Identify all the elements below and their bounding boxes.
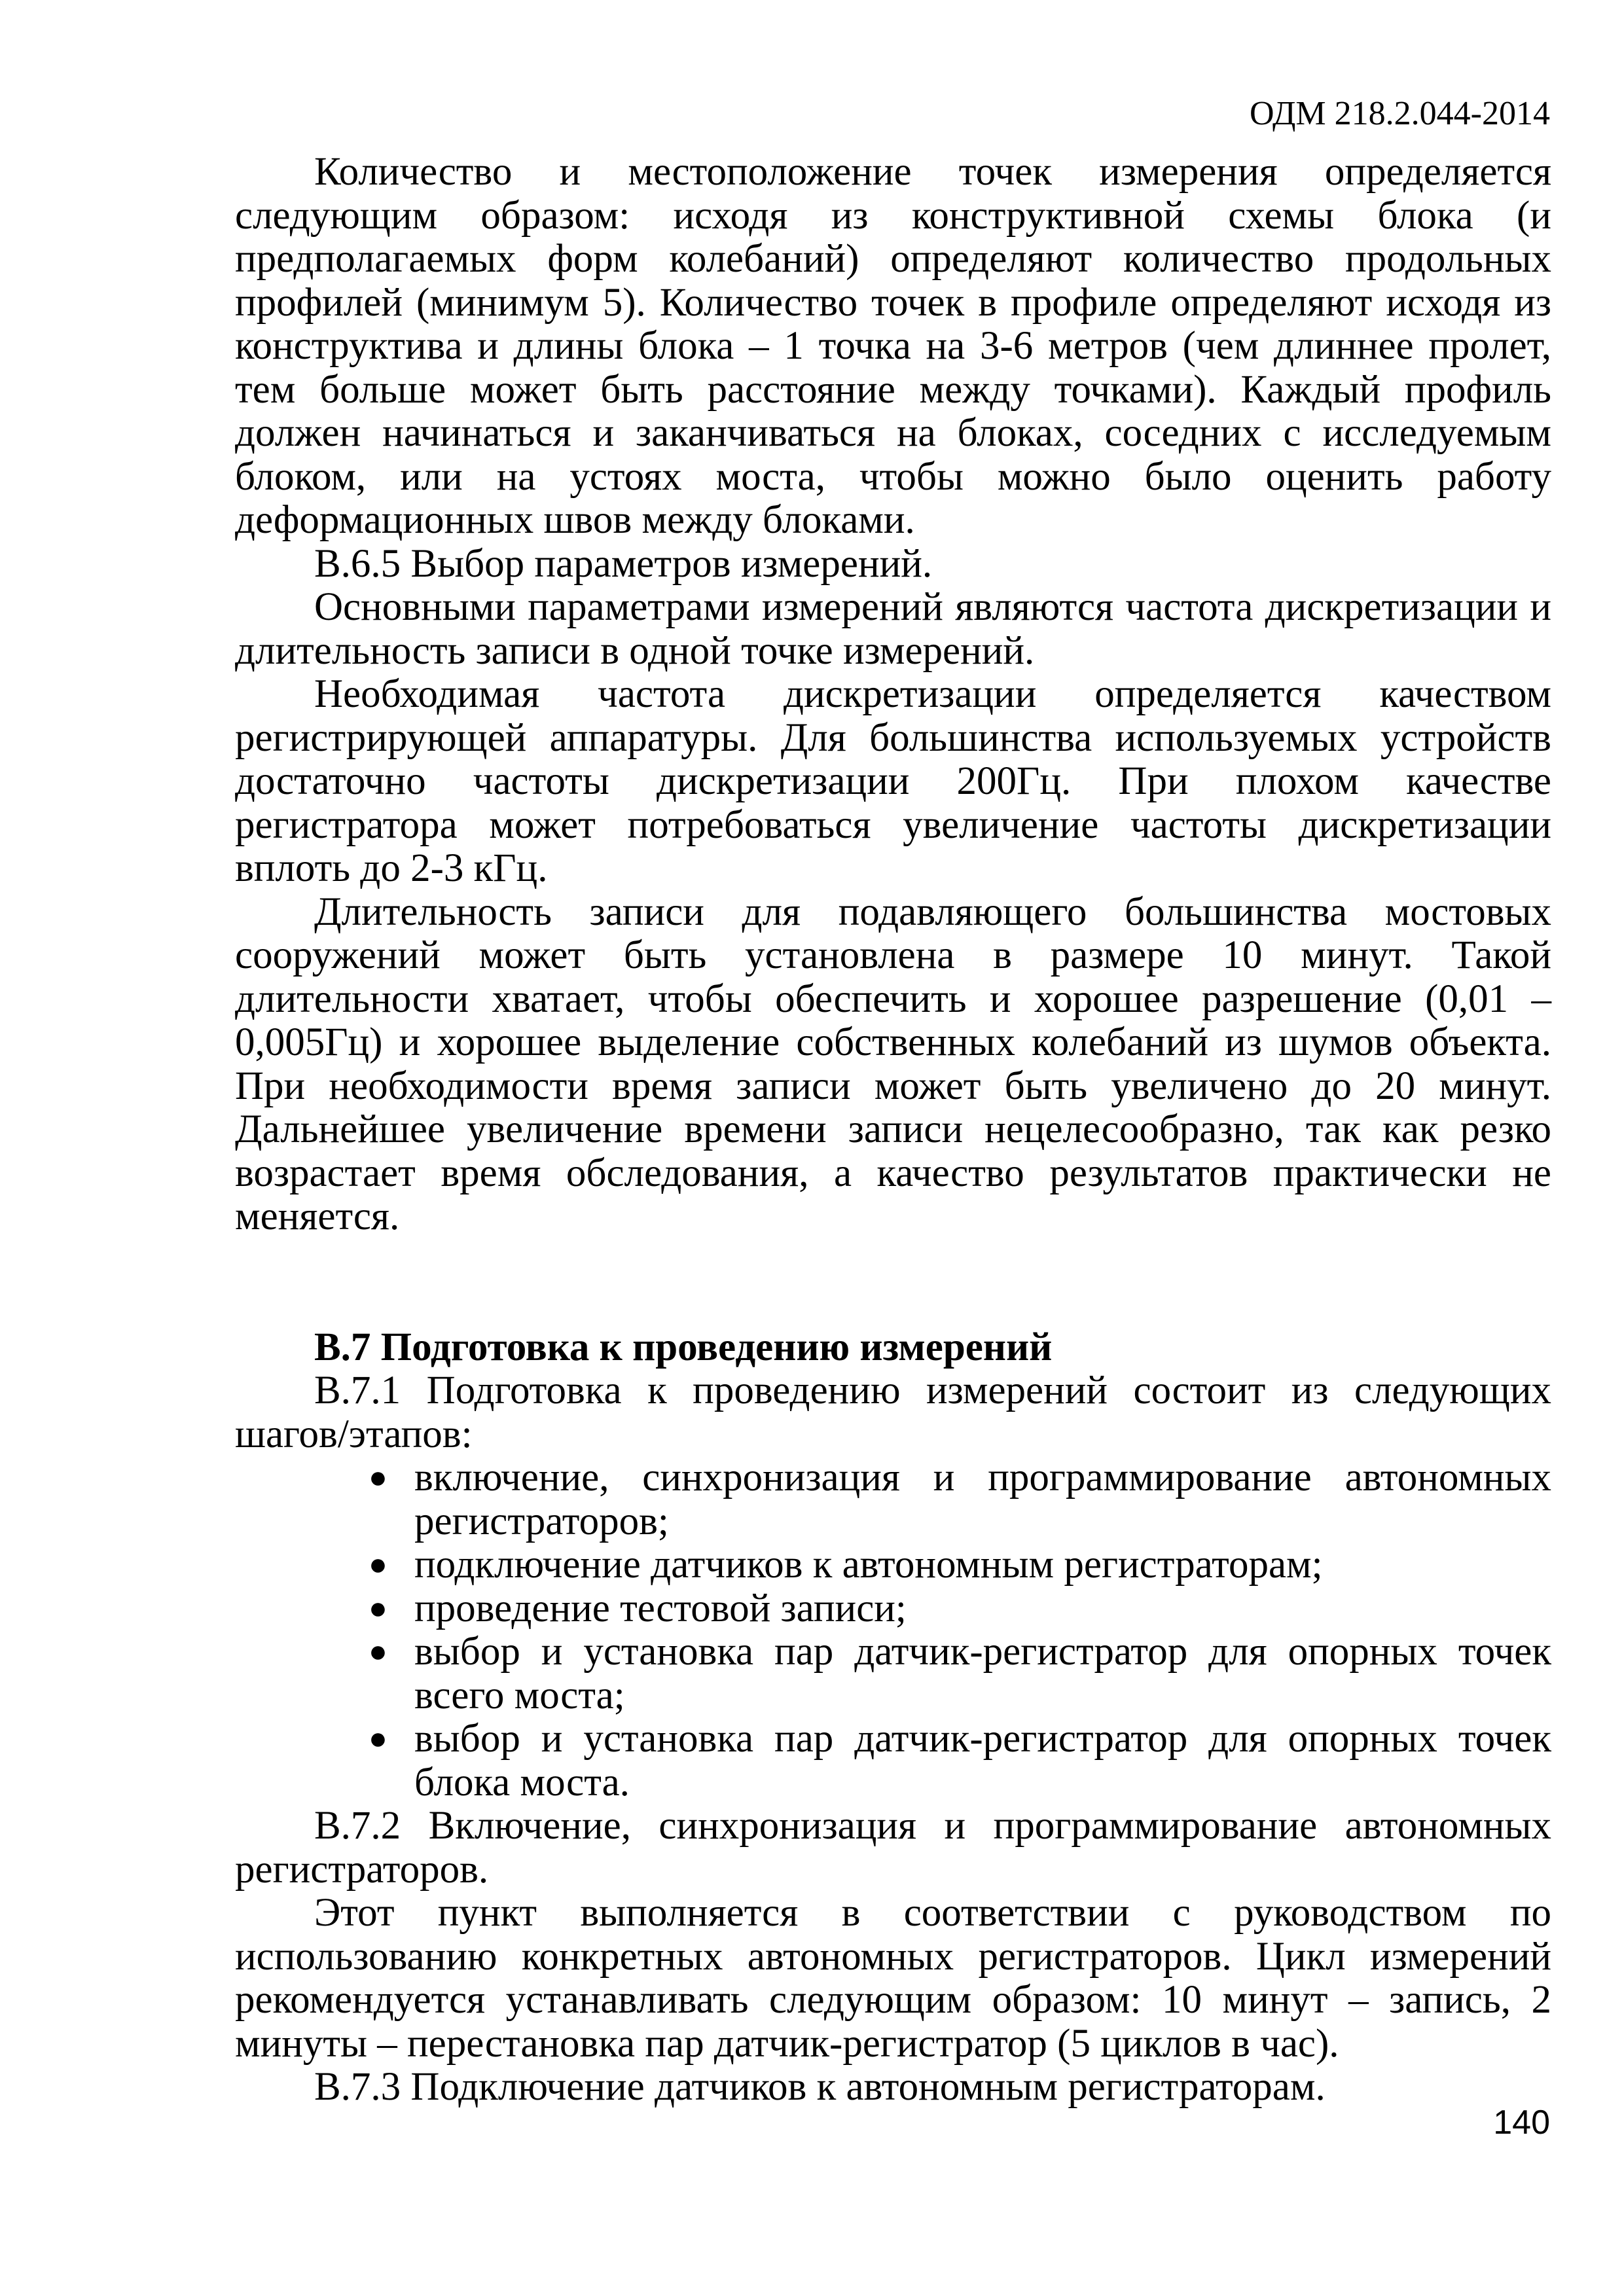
list-item-text: выбор и установка пар датчик-регистратор для опорных точек всего моста; xyxy=(414,1630,1551,1717)
page-body xyxy=(235,151,1551,2109)
bullet-icon: ● xyxy=(369,1460,388,1495)
list-item-text: подключение датчиков к автономным регистраторам; xyxy=(414,1543,1323,1587)
bullet-icon: ● xyxy=(369,1547,388,1582)
paragraph-clause-b-7-2: В.7.2 Включение, синхронизация и программирование автономных регистраторов. xyxy=(235,1804,1551,1892)
preparation-steps-list xyxy=(235,1456,1551,1804)
list-item xyxy=(369,1586,1551,1631)
list-item-text: проведение тестовой записи; xyxy=(414,1586,907,1630)
list-item xyxy=(369,1717,1551,1804)
page-number: 140 xyxy=(1493,2104,1550,2142)
paragraph-sampling-frequency: Необходимая частота дискретизации определяется качеством регистрирующей аппаратуры. Для большинства используемых устройств достаточно частоты дискретизации 200Гц. При плохом качестве регистратора может потребоваться увеличение частоты дискретизации вплоть до 2-3 кГц. xyxy=(235,672,1551,890)
paragraph-clause-b-7-3: В.7.3 Подключение датчиков к автономным регистраторам. xyxy=(314,2065,1326,2109)
list-item xyxy=(369,1543,1551,1587)
list-item-text: включение, синхронизация и программирование автономных регистраторов; xyxy=(414,1456,1551,1543)
bullet-icon: ● xyxy=(369,1721,388,1756)
list-item xyxy=(369,1630,1551,1717)
bullet-icon: ● xyxy=(369,1590,388,1626)
list-item-text: выбор и установка пар датчик-регистратор для опорных точек блока моста. xyxy=(414,1717,1551,1804)
paragraph-measurement-points: Количество и местоположение точек измерения определяется следующим образом: исходя из конструктивной схемы блока (и предполагаемых форм колебаний) определяют количество продольных профилей (минимум 5). Количество точек в профиле определяют исходя из конструктива и длины блока – 1 точка на 3-6 метров (чем длиннее пролет, тем больше может быть расстояние между точками). Каждый профиль должен начинаться и заканчиваться на блоках, соседних с исследуемым блоком, или на устоях моста, чтобы можно было оценить работу деформационных швов между блоками. xyxy=(235,150,1551,542)
document-code: ОДМ 218.2.044-2014 xyxy=(1250,95,1550,132)
list-item xyxy=(369,1456,1551,1543)
paragraph-clause-b-7-1: В.7.1 Подготовка к проведению измерений состоит из следующих шагов/этапов: xyxy=(235,1369,1551,1456)
paragraph-measurement-cycle: Этот пункт выполняется в соответствии с руководством по использованию конкретных автономных регистраторов. Цикл измерений рекомендуется устанавливать следующим образом: 10 минут – запись, 2 минуты – перестановка пар датчик-регистратор (5 циклов в час). xyxy=(235,1891,1551,2066)
paragraph-clause-b-6-5: В.6.5 Выбор параметров измерений. xyxy=(314,541,933,586)
section-heading-b-7: В.7 Подготовка к проведению измерений xyxy=(314,1325,1053,1369)
paragraph-main-parameters: Основными параметрами измерений являются частота дискретизации и длительность записи в одной точке измерений. xyxy=(235,585,1551,673)
bullet-icon: ● xyxy=(369,1634,388,1669)
paragraph-record-duration: Длительность записи для подавляющего большинства мостовых сооружений может быть установлена в размере 10 минут. Такой длительности хватает, чтобы обеспечить и хорошее разрешение (0,01 – 0,005Гц) и хорошее выделение собственных колебаний из шумов объекта. При необходимости время записи может быть увеличено до 20 минут. Дальнейшее увеличение времени записи нецелесообразно, так как резко возрастает время обследования, а качество результатов практически не меняется. xyxy=(235,889,1551,1238)
